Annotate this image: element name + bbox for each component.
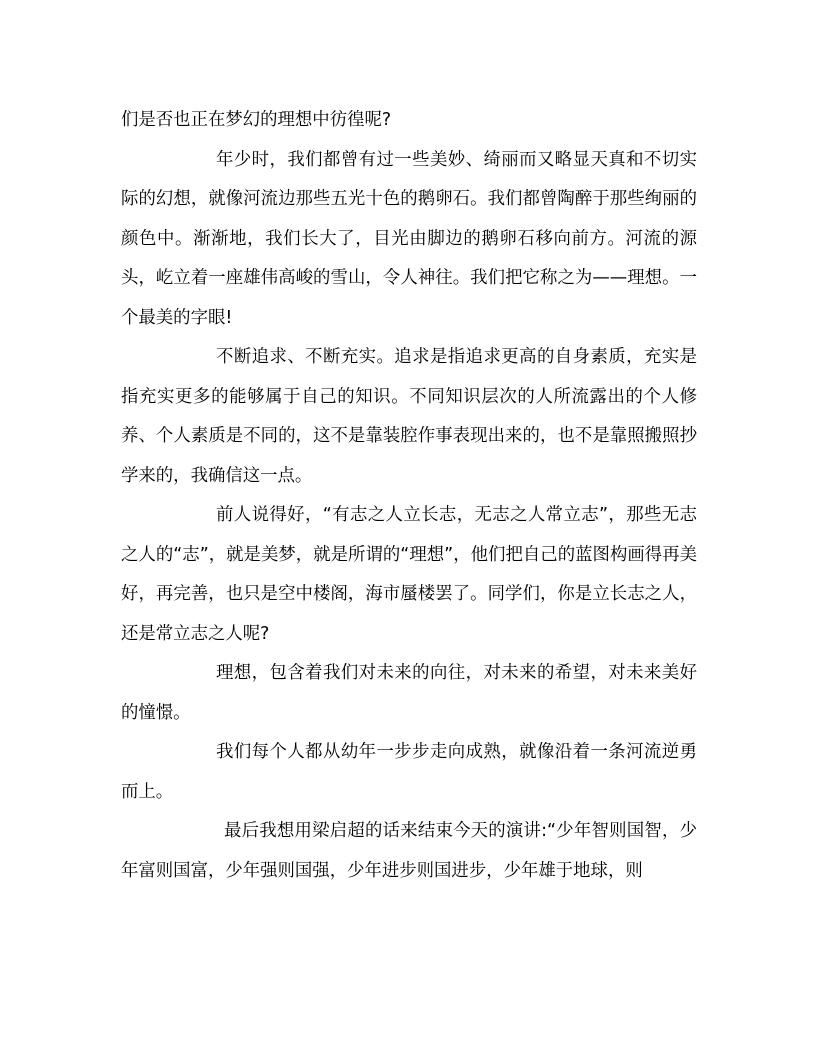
paragraph-growth: 我们每个人都从幼年一步步走向成熟，就像沿着一条河流逆勇而上。 <box>121 742 697 802</box>
paragraph-youth-dreams: 年少时，我们都曾有过一些美妙、绮丽而又略显天真和不切实际的幻想，就像河流边那些五光十色的鹅卵石。我们都曾陶醉于那些绚丽的颜色中。渐渐地，我们长大了，目光由脚边的鹅卵石移向前方。河流的源头，屹立着一座雄伟高峻的雪山，令人神往。我们把它称之为——理想。一个最美的字眼! <box>121 149 697 328</box>
paragraph-ambition: 前人说得好，“有志之人立长志，无志之人常立志”，那些无志之人的“志”，就是美梦，就是所谓的“理想”，他们把自己的蓝图构画得再美好，再完善，也只是空中楼阁，海市蜃楼罢了。同学们，你是立长志之人，还是常立志之人呢? <box>121 505 697 644</box>
document-body <box>121 101 697 891</box>
paragraph-pursuit: 不断追求、不断充实。追求是指追求更高的自身素质，充实是指充实更多的能够属于自己的知识。不同知识层次的人所流露出的个人修养、个人素质是不同的，这不是靠装腔作事表现出来的，也不是靠照搬照抄学来的，我确信这一点。 <box>121 347 697 486</box>
paragraph-continuation: 们是否也正在梦幻的理想中彷徨呢? <box>121 110 392 130</box>
paragraph-ideal-meaning: 理想，包含着我们对未来的向往，对未来的希望，对未来美好的憧憬。 <box>121 663 697 723</box>
paragraph-conclusion: 最后我想用梁启超的话来结束今天的演讲:“少年智则国智，少年富则国富，少年强则国强，少年进步则国进步，少年雄于地球，则 <box>121 821 697 881</box>
